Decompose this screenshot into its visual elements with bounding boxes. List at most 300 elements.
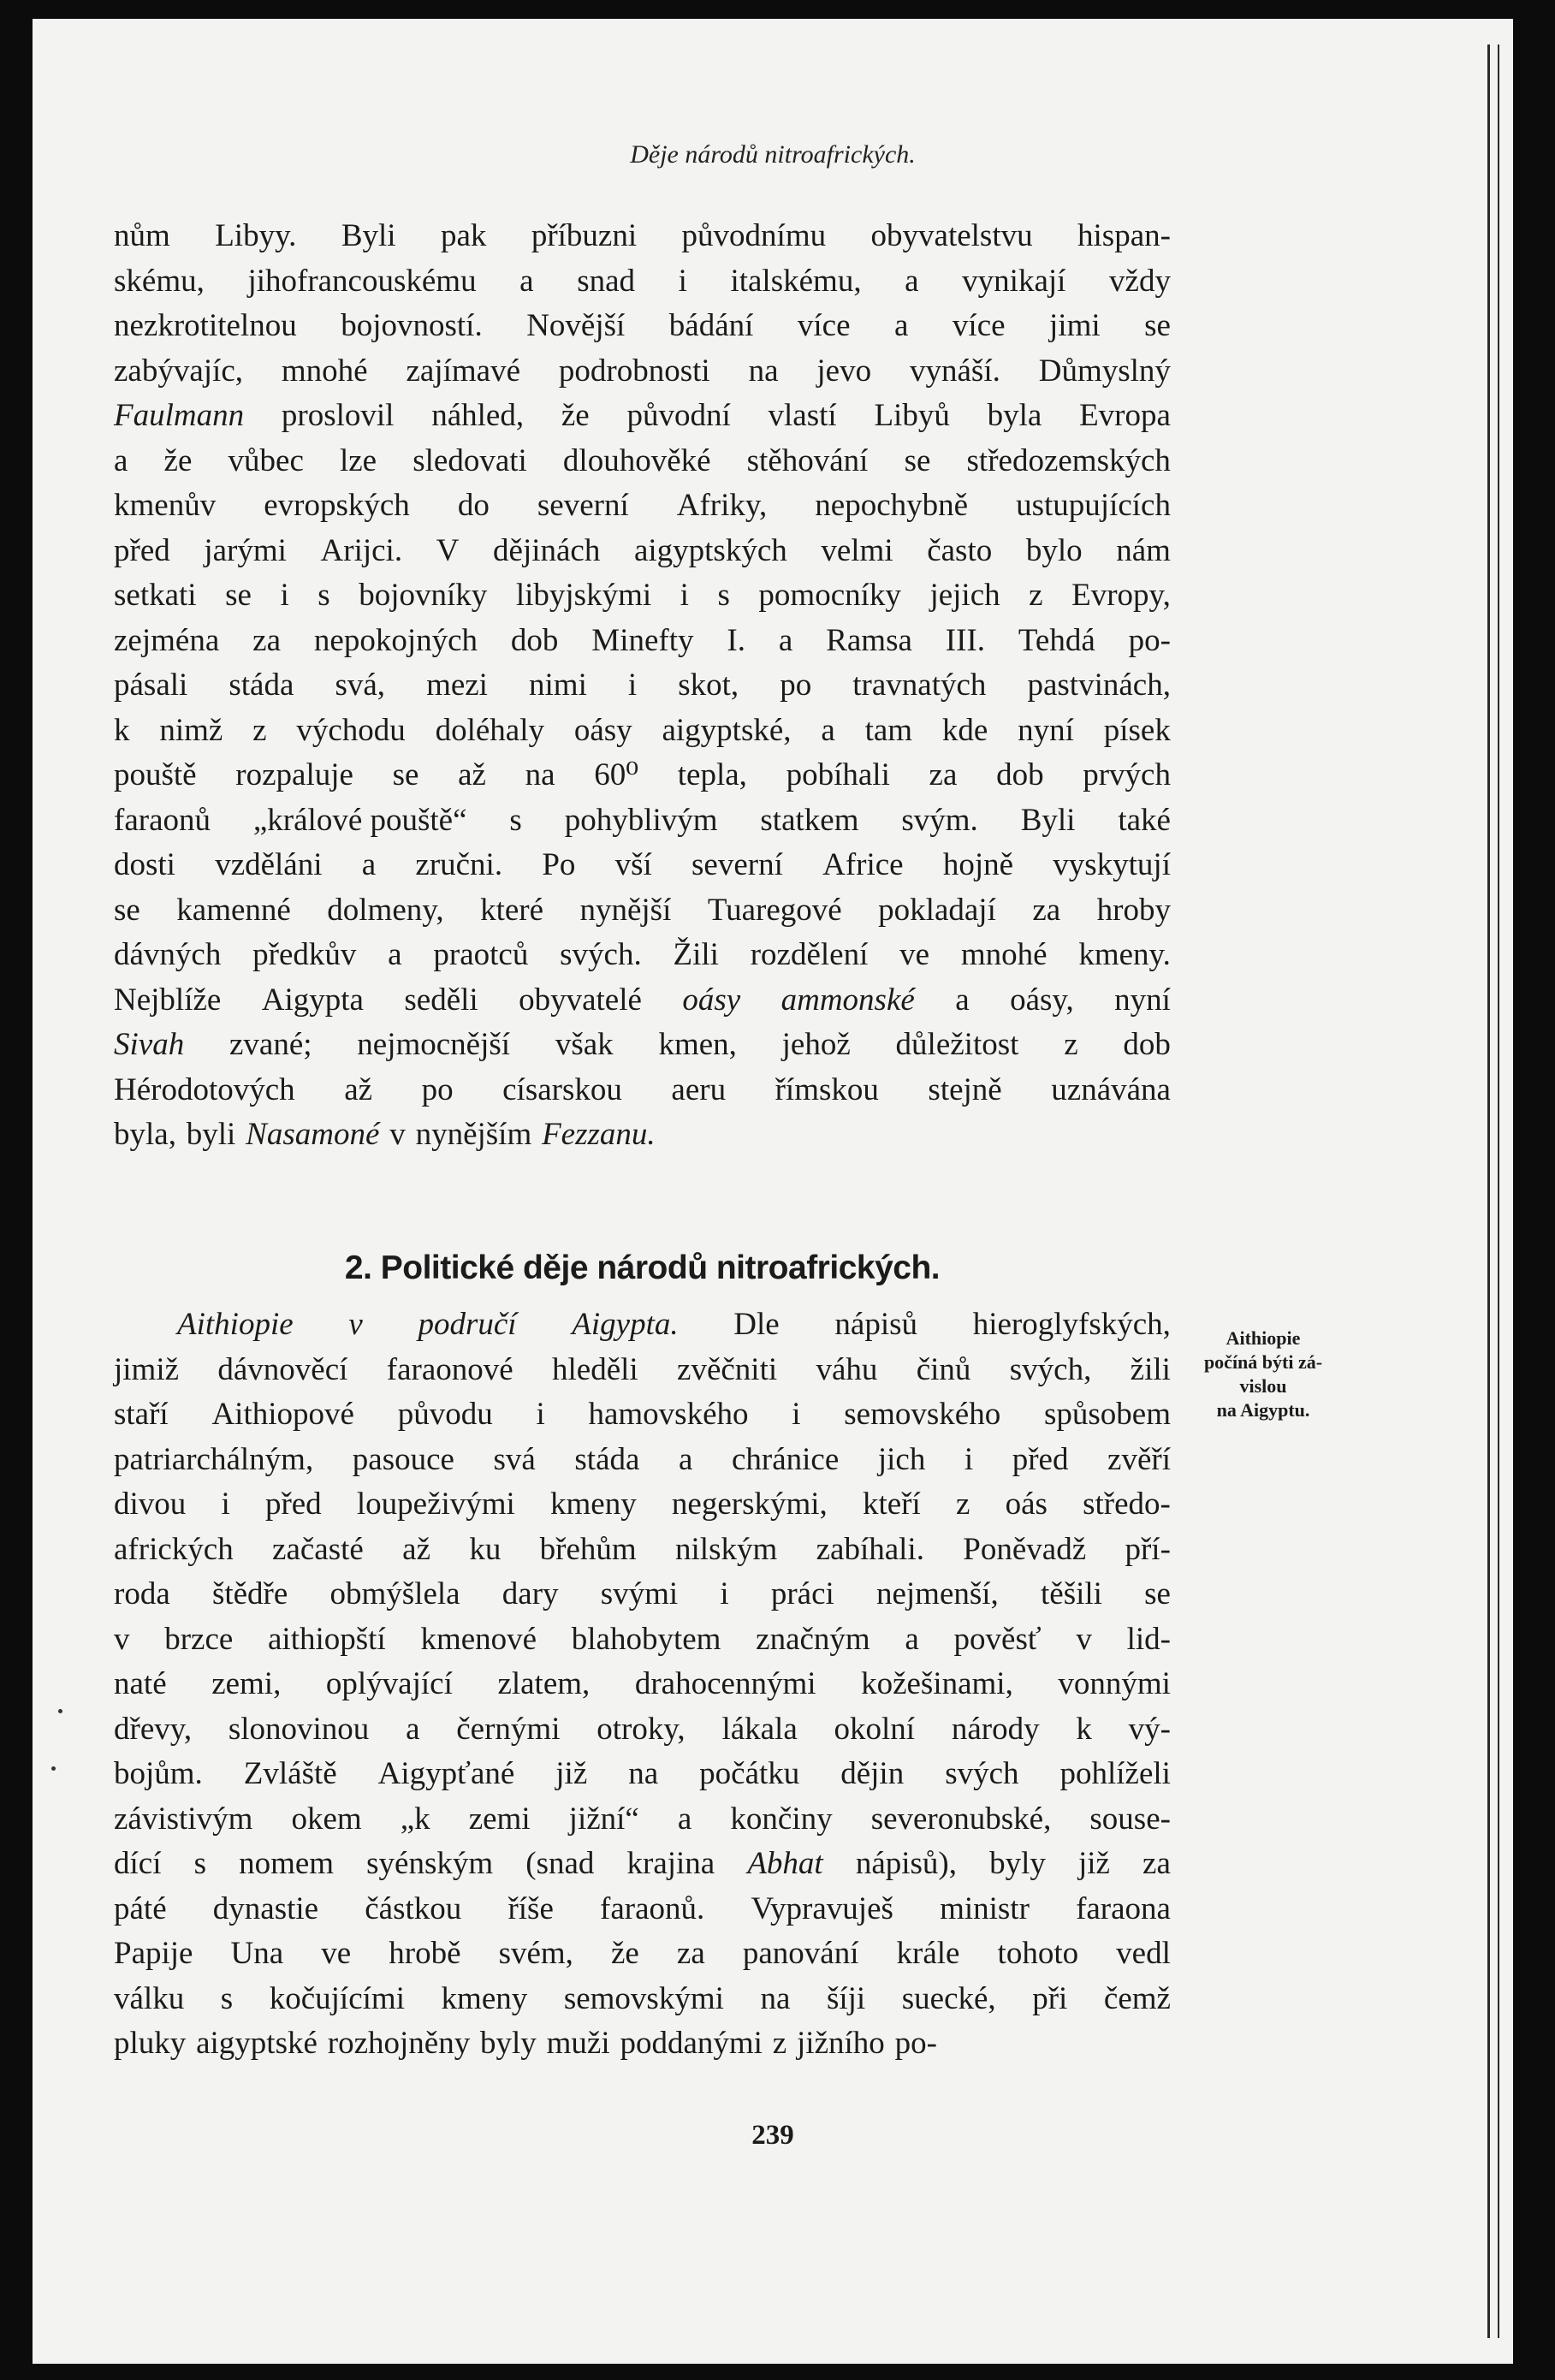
word: svých — [945, 1756, 1019, 1791]
word: a — [677, 1801, 692, 1837]
word: vý- — [1128, 1711, 1171, 1747]
word: a — [821, 712, 835, 748]
word: středo- — [1083, 1487, 1171, 1522]
word: syénským — [366, 1846, 494, 1881]
word: svá — [493, 1441, 536, 1477]
word: původní — [626, 398, 731, 433]
word: kmen, — [658, 1027, 737, 1062]
word: dary — [502, 1576, 559, 1611]
word: se — [904, 442, 931, 478]
word: více — [952, 308, 1006, 343]
word: „králové pouště“ — [252, 802, 467, 838]
word: severní — [537, 488, 629, 523]
word: svých. — [560, 937, 642, 972]
running-head: Děje národů nitroafrických. — [630, 140, 916, 169]
word: nynější — [579, 892, 672, 928]
word: se — [392, 757, 419, 792]
speck — [51, 1766, 56, 1771]
text-line — [114, 259, 1171, 305]
word: v — [348, 1307, 363, 1342]
text-line — [114, 1438, 1171, 1483]
word: kmeny — [441, 1980, 528, 2016]
word: podrobnosti — [558, 353, 710, 389]
word: muži — [546, 2026, 610, 2061]
word: pluky — [114, 2026, 187, 2061]
word: suecké, — [901, 1980, 996, 2016]
word: drahocennými — [634, 1666, 816, 1701]
word: Africe — [822, 847, 904, 882]
text-line — [114, 1528, 1171, 1573]
word: brzce — [164, 1621, 234, 1657]
word: a — [519, 263, 534, 299]
text-line — [114, 888, 1171, 934]
word: velmi — [821, 532, 893, 568]
word: více — [797, 308, 851, 343]
word: oásy — [573, 712, 632, 748]
word: a — [361, 847, 377, 882]
word: jižního — [797, 2026, 885, 2061]
word: se — [1144, 308, 1171, 343]
word: Abhat — [747, 1846, 823, 1881]
word: pokladají — [878, 892, 996, 928]
word: byla, — [114, 1117, 176, 1152]
word: Hérodotových — [114, 1071, 295, 1107]
word: krále — [896, 1936, 960, 1971]
word: ustupujících — [1016, 488, 1171, 523]
word: již — [1077, 1846, 1110, 1881]
word: jejich — [929, 578, 1000, 613]
word: Žili — [673, 937, 719, 972]
margin-note-line: na Aigyptu. — [1216, 1399, 1310, 1421]
word: I. — [727, 622, 745, 658]
word: začasté — [272, 1531, 364, 1567]
word: za — [929, 757, 958, 792]
text-line — [114, 484, 1171, 529]
word: po- — [1128, 622, 1171, 658]
word: evropských — [264, 488, 410, 523]
word: libyjskými — [515, 578, 652, 613]
word: a — [905, 1621, 919, 1657]
word: Una — [230, 1936, 284, 1971]
word: afrických — [114, 1531, 234, 1567]
word: bojovníky — [359, 578, 488, 613]
word: vonnými — [1058, 1666, 1171, 1701]
word: původnímu — [681, 218, 827, 253]
word: byly — [989, 1846, 1046, 1881]
word: již — [555, 1756, 588, 1791]
word: hroby — [1096, 892, 1171, 928]
speck — [58, 1709, 62, 1713]
word: pomocníky — [758, 578, 901, 613]
word: aigyptské, — [662, 712, 792, 748]
word: středozemských — [966, 442, 1171, 478]
word: chránice — [731, 1441, 840, 1477]
word: bojovností. — [341, 308, 483, 343]
word: byly — [480, 2026, 537, 2061]
word: skot, — [678, 668, 739, 703]
word: a — [388, 937, 402, 972]
word: Nejblíže — [114, 982, 222, 1018]
word: jich — [877, 1441, 926, 1477]
word: nápisů — [834, 1307, 918, 1342]
text-line — [114, 394, 1171, 439]
word: Evropa — [1079, 398, 1171, 433]
word: jehož — [781, 1027, 851, 1062]
word: 60⁰ — [594, 757, 639, 792]
word: Fezzanu. — [542, 1117, 656, 1152]
word: Nasamoné — [246, 1117, 380, 1152]
word: dynastie — [212, 1890, 319, 1926]
word: Aithiopové — [211, 1397, 354, 1432]
word: však — [555, 1027, 614, 1062]
word: žili — [1130, 1351, 1171, 1387]
word: Tuaregové — [707, 892, 842, 928]
word: kmeny — [550, 1487, 637, 1522]
word: faraonové — [386, 1351, 513, 1387]
word: až — [402, 1531, 431, 1567]
word: bylo — [1025, 532, 1083, 568]
word: s — [220, 1980, 234, 2016]
word: po — [780, 668, 812, 703]
word: aigyptské — [196, 2026, 318, 2061]
word: že — [611, 1936, 639, 1971]
word: Zvláště — [243, 1756, 337, 1791]
word: oásy — [682, 982, 741, 1018]
word: obmýšlela — [329, 1576, 460, 1611]
word: semovského — [844, 1397, 1001, 1432]
word: k — [1076, 1711, 1092, 1747]
text-line — [114, 1932, 1171, 1977]
word: dlouhověké — [562, 442, 711, 478]
word: ve — [321, 1936, 352, 1971]
word: nomem — [239, 1846, 335, 1881]
word: spůsobem — [1043, 1397, 1171, 1432]
word: III. — [945, 622, 985, 658]
word: stejně — [928, 1071, 1002, 1107]
word: za — [676, 1936, 705, 1971]
word: pobíhali — [786, 757, 890, 792]
word: dřevy, — [114, 1711, 193, 1747]
word: kamenné — [176, 892, 291, 928]
word: doléhaly — [435, 712, 545, 748]
word: Vypravuješ — [751, 1890, 893, 1926]
word: hispan- — [1077, 218, 1171, 253]
word: na — [760, 1980, 791, 2016]
word: pří- — [1125, 1531, 1171, 1567]
word: lákala — [721, 1711, 798, 1747]
word: Afriky, — [676, 488, 768, 523]
text-line — [114, 349, 1171, 395]
word: svém, — [498, 1936, 573, 1971]
text-line — [114, 619, 1171, 664]
word: vůbec — [228, 442, 304, 478]
word: zemi, — [211, 1666, 282, 1701]
word: zemi — [468, 1801, 531, 1837]
margin-note-line: vislou — [1239, 1375, 1287, 1397]
word: faraonů — [114, 802, 211, 838]
word: krajina — [626, 1846, 715, 1881]
word: nynějším — [415, 1117, 532, 1152]
paragraph-1 — [114, 214, 1171, 1158]
word: hrobě — [389, 1936, 461, 1971]
word: zručni. — [415, 847, 503, 882]
word: Tehdá — [1018, 622, 1095, 658]
word: náhled, — [431, 398, 525, 433]
word: Dle — [733, 1307, 780, 1342]
word: sledovati — [412, 442, 527, 478]
word: počátku — [699, 1756, 800, 1791]
word: bojům. — [114, 1756, 203, 1791]
word: pasouce — [352, 1441, 454, 1477]
word: nyní — [1114, 982, 1171, 1018]
word: dící — [114, 1846, 162, 1881]
word: italskému, — [730, 263, 862, 299]
word: svým. — [901, 802, 978, 838]
word: seděli — [404, 982, 478, 1018]
word: na — [525, 757, 555, 792]
word: dob — [510, 622, 559, 658]
word: jarými — [204, 532, 287, 568]
word: patriarchálným, — [114, 1441, 314, 1477]
word: národy — [951, 1711, 1040, 1747]
word: na — [628, 1756, 659, 1791]
word: uznávána — [1051, 1071, 1171, 1107]
word: obyvatelé — [519, 982, 642, 1018]
word: Faulmann — [114, 398, 245, 433]
word: aeru — [671, 1071, 727, 1107]
text-line — [114, 1572, 1171, 1617]
word: aithiopští — [268, 1621, 386, 1657]
text-line — [114, 1842, 1171, 1887]
word: statkem — [760, 802, 859, 838]
word: ministr — [940, 1890, 1030, 1926]
word: říše — [507, 1890, 554, 1926]
word: ammonské — [780, 982, 915, 1018]
word: zajímavé — [406, 353, 521, 389]
word: Aithiopie — [177, 1307, 294, 1342]
text-line — [114, 1887, 1171, 1932]
text-line — [114, 978, 1171, 1024]
word: byla — [987, 398, 1042, 433]
word: zvěří — [1107, 1441, 1171, 1477]
text-line — [114, 663, 1171, 709]
word: břehům — [539, 1531, 637, 1567]
word: oásy, — [1010, 982, 1074, 1018]
word: a — [678, 1441, 693, 1477]
word: kmenové — [420, 1621, 537, 1657]
word: oás — [1005, 1487, 1048, 1522]
text-line — [114, 1482, 1171, 1528]
text-line — [114, 1797, 1171, 1843]
text-line — [114, 1617, 1171, 1663]
word: rozhojněny — [327, 2026, 471, 2061]
word: i — [792, 1397, 801, 1432]
word: černými — [456, 1711, 561, 1747]
word: také — [1118, 802, 1171, 838]
word: zejména — [114, 622, 220, 658]
word: negerskými, — [671, 1487, 828, 1522]
word: se — [1144, 1576, 1171, 1611]
word: faraona — [1076, 1890, 1171, 1926]
word: kmeny. — [1078, 937, 1171, 972]
word: setkati — [114, 578, 197, 613]
word: a — [905, 263, 919, 299]
margin-note-line: počíná býti zá- — [1203, 1351, 1323, 1373]
word: područí — [418, 1307, 517, 1342]
word: Poněvadž — [963, 1531, 1087, 1567]
word: činů — [916, 1351, 971, 1387]
word: jižní“ — [568, 1801, 639, 1837]
word: císarskou — [502, 1071, 622, 1107]
word: dějinách — [493, 532, 601, 568]
word: dob — [996, 757, 1044, 792]
word: v — [389, 1117, 406, 1152]
word: ku — [469, 1531, 502, 1567]
word: (snad — [525, 1846, 595, 1881]
word: ve — [899, 937, 930, 972]
word: vynikají — [962, 263, 1066, 299]
word: dávných — [114, 937, 222, 972]
word: nezkrotitelnou — [114, 308, 297, 343]
word: okem — [291, 1801, 362, 1837]
word: kteří — [862, 1487, 921, 1522]
word: tepla, — [677, 757, 747, 792]
word: vzděláni — [215, 847, 323, 882]
word: předkův — [252, 937, 357, 972]
word: praotců — [433, 937, 529, 972]
word: divou — [114, 1487, 187, 1522]
page-number: 239 — [751, 2120, 794, 2151]
word: se — [114, 892, 140, 928]
word: v — [1076, 1621, 1092, 1657]
word: a — [406, 1711, 420, 1747]
word: i — [536, 1397, 545, 1432]
word: dob — [1123, 1027, 1171, 1062]
word: Po — [542, 847, 576, 882]
word: do — [457, 488, 490, 523]
text-line — [114, 798, 1171, 844]
word: po- — [894, 2026, 937, 2061]
word: roda — [114, 1576, 170, 1611]
word: obyvatelstvu — [870, 218, 1033, 253]
word: Arijci. — [320, 532, 403, 568]
word: nimi — [529, 668, 587, 703]
text-line — [114, 2021, 1171, 2067]
word: až — [458, 757, 486, 792]
word: severonubské, — [870, 1801, 1052, 1837]
word: značným — [756, 1621, 870, 1657]
text-line — [114, 439, 1171, 484]
word: kmenův — [114, 488, 217, 523]
word: šíji — [826, 1980, 866, 2016]
word: se — [225, 578, 252, 613]
word: nům — [114, 218, 170, 253]
word: částkou — [365, 1890, 462, 1926]
word: před — [1012, 1441, 1069, 1477]
word: okolní — [834, 1711, 916, 1747]
word: jihofrancouskému — [247, 263, 477, 299]
word: zabývajíc, — [114, 353, 243, 389]
word: Libyů — [874, 398, 950, 433]
word: i — [720, 1576, 729, 1611]
word: i — [678, 263, 687, 299]
word: panování — [742, 1936, 859, 1971]
word: z — [955, 1487, 970, 1522]
word: kde — [941, 712, 988, 748]
word: Evropy, — [1071, 578, 1171, 613]
word: Novější — [526, 308, 626, 343]
word: rozdělení — [750, 937, 869, 972]
word: za — [252, 622, 281, 658]
word: faraonů. — [600, 1890, 705, 1926]
word: Byli — [1020, 802, 1076, 838]
word: štědře — [211, 1576, 288, 1611]
section-heading: 2. Politické děje národů nitroafrických. — [344, 1249, 941, 1286]
text-line — [114, 1707, 1171, 1753]
word: staří — [114, 1397, 169, 1432]
word: jimiž — [114, 1351, 180, 1387]
word: před — [264, 1487, 322, 1522]
word: pohyblivým — [564, 802, 718, 838]
word: i — [680, 578, 689, 613]
word: často — [927, 532, 993, 568]
word: že — [163, 442, 193, 478]
word: bádání — [668, 308, 754, 343]
word: hleděli — [552, 1351, 638, 1387]
word: Aigypta. — [572, 1307, 679, 1342]
word: i — [280, 578, 289, 613]
word: mezi — [426, 668, 488, 703]
word: z — [252, 712, 267, 748]
word: otroky, — [596, 1711, 686, 1747]
word: Byli — [341, 218, 396, 253]
text-line — [114, 709, 1171, 754]
word: prvých — [1083, 757, 1171, 792]
word: při — [1032, 1980, 1068, 2016]
word: rozpaluje — [235, 757, 353, 792]
word: skému, — [114, 263, 205, 299]
word: vždy — [1109, 263, 1171, 299]
word: byli — [186, 1117, 236, 1152]
word: poddanými — [620, 2026, 763, 2061]
word: dosti — [114, 847, 175, 882]
word: původu — [397, 1397, 493, 1432]
text-line — [114, 1348, 1171, 1393]
word: závistivým — [114, 1801, 253, 1837]
word: pouště — [114, 757, 197, 792]
word: nyní — [1018, 712, 1074, 748]
word: vší — [614, 847, 652, 882]
word: těšili — [1041, 1576, 1102, 1611]
word: pásali — [114, 668, 188, 703]
text-line — [114, 1303, 1171, 1348]
word: mnohé — [960, 937, 1048, 972]
word: a — [894, 308, 909, 343]
word: aigyptských — [633, 532, 787, 568]
page-edge-line — [1487, 45, 1490, 2338]
word: jimi — [1049, 308, 1101, 343]
word: stáda — [574, 1441, 640, 1477]
word: pak — [440, 218, 487, 253]
word: kočujícími — [269, 1980, 405, 2016]
word: a — [955, 982, 970, 1018]
text-line — [114, 843, 1171, 888]
word: zvěčniti — [677, 1351, 778, 1387]
word: i — [221, 1487, 230, 1522]
word: nilským — [675, 1531, 778, 1567]
word: s — [717, 578, 730, 613]
word: práci — [770, 1576, 834, 1611]
